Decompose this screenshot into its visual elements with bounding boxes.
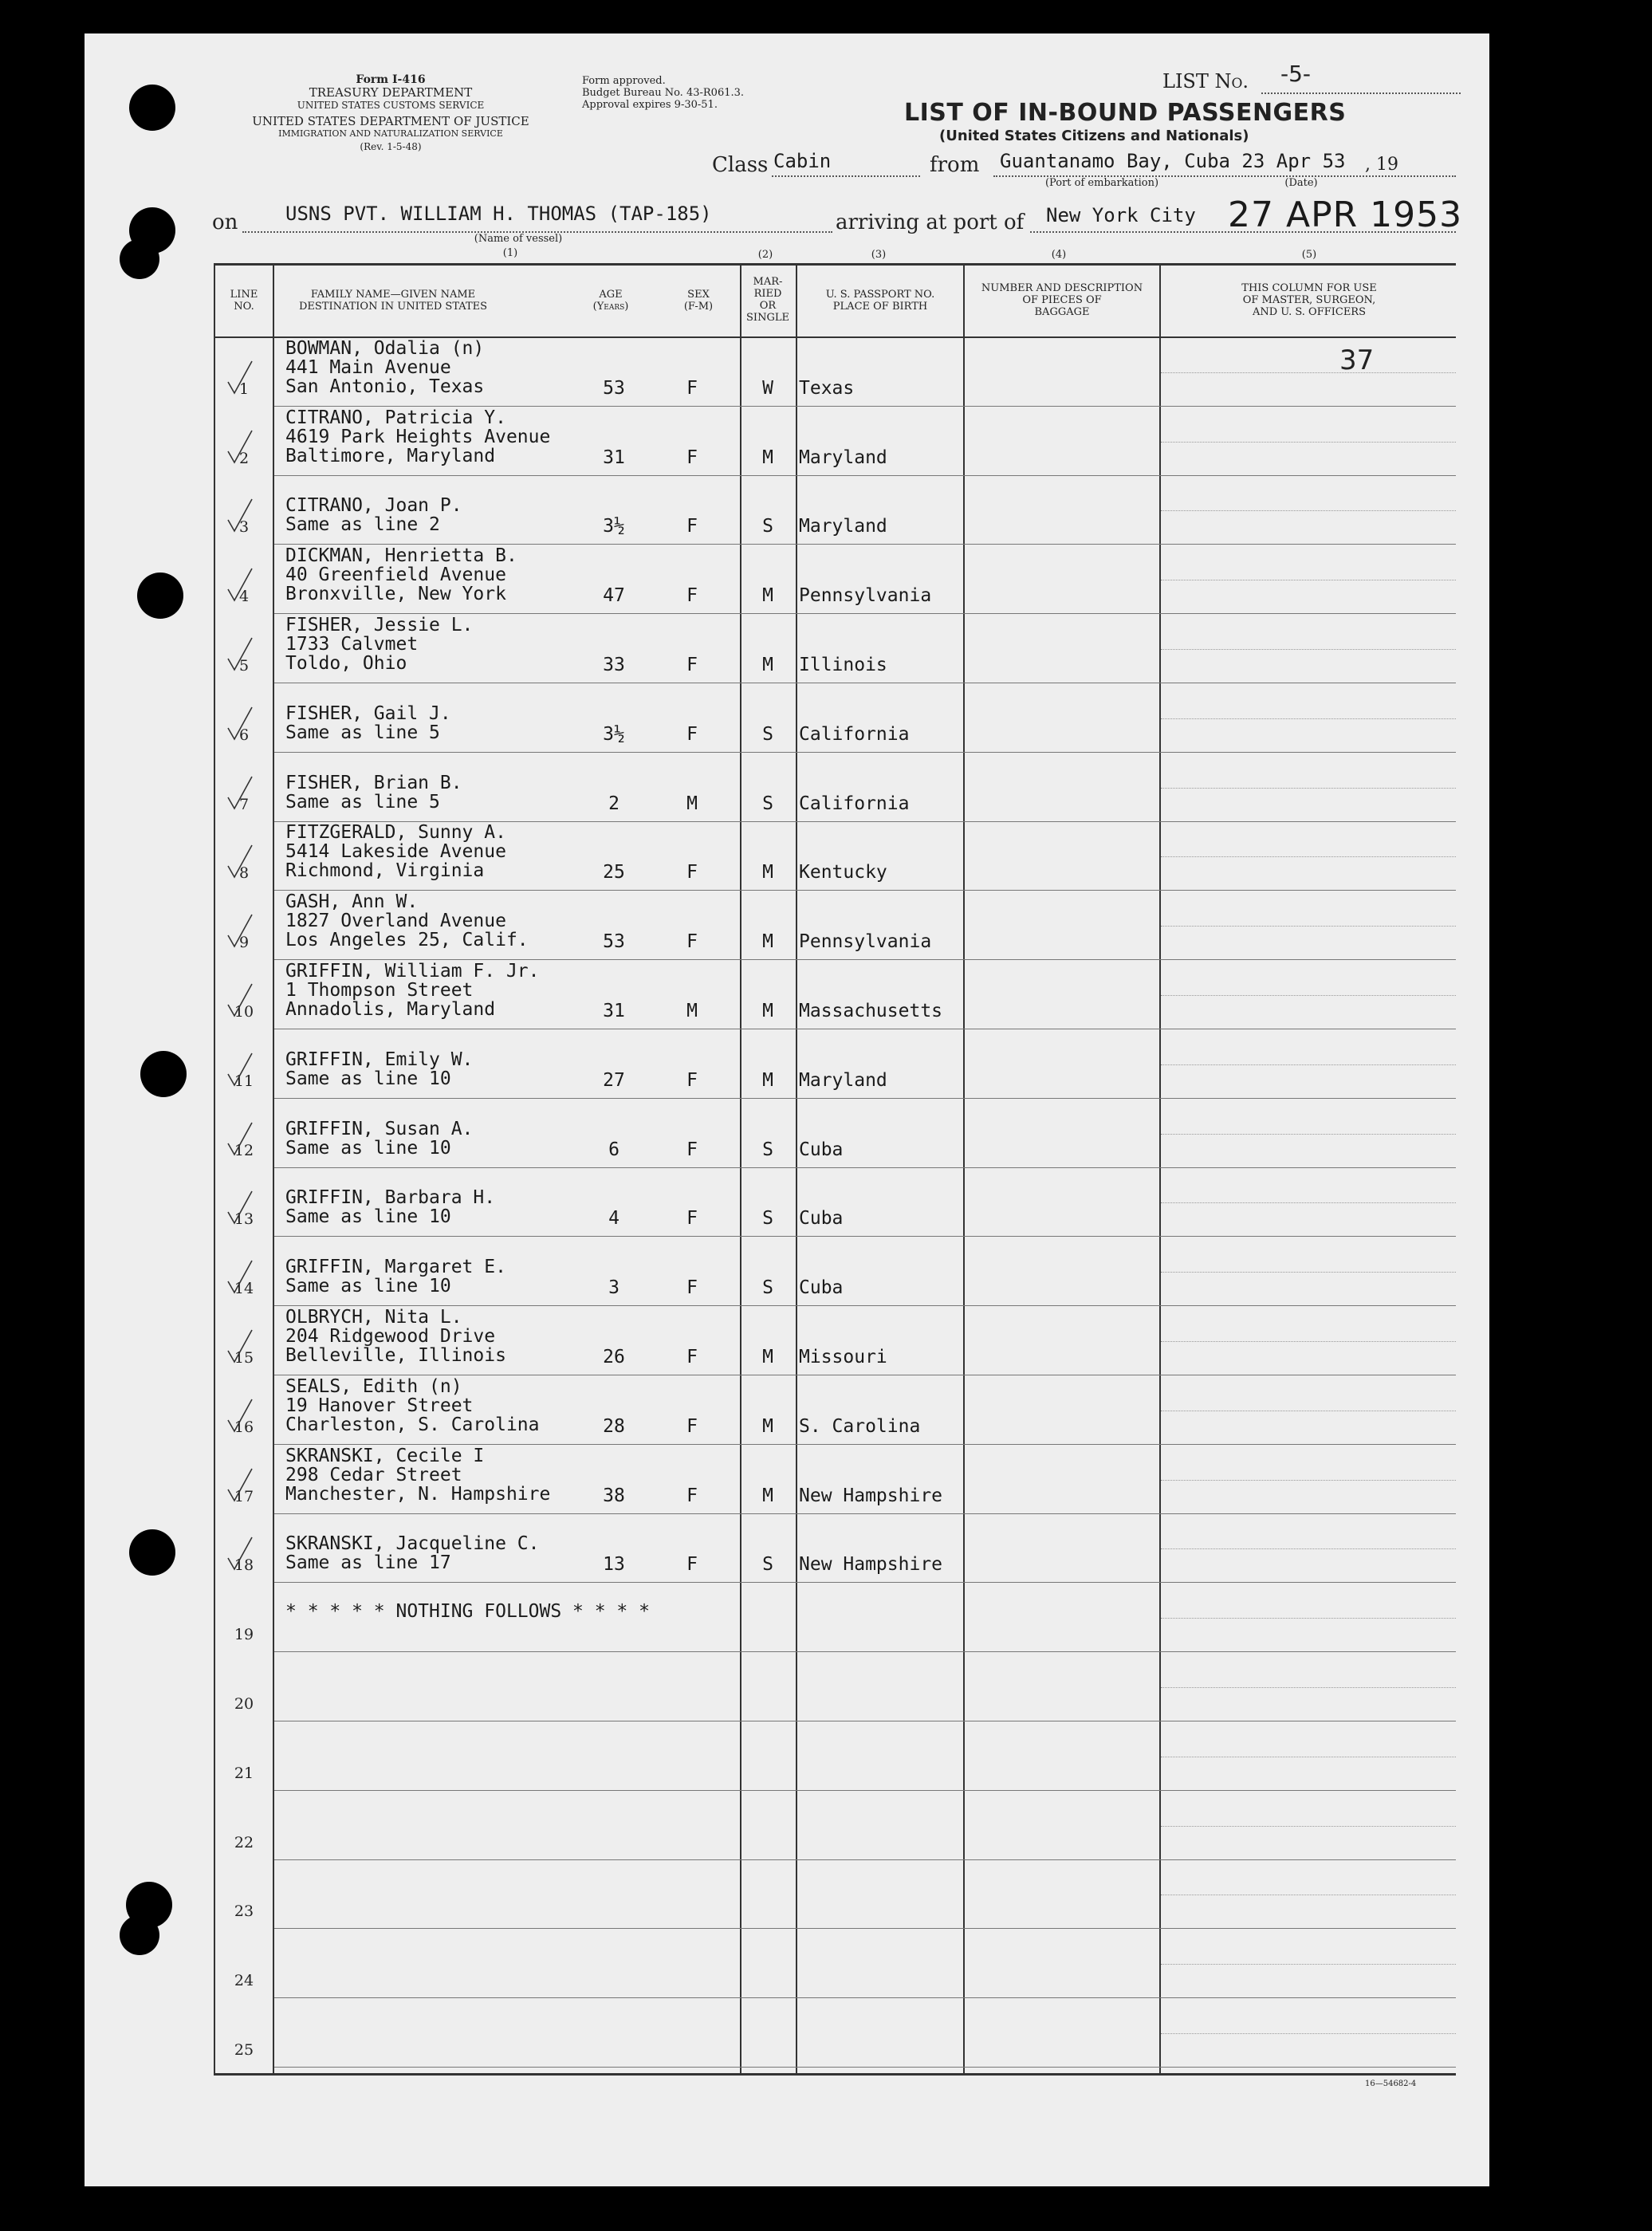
- check-mark-icon: [225, 1396, 257, 1436]
- year-prefix: , 19: [1365, 155, 1398, 175]
- passenger-sex: F: [686, 447, 698, 468]
- row-divider-officers: [1161, 1134, 1456, 1135]
- page-subtitle: (United States Citizens and Nationals): [939, 128, 1249, 144]
- col-num-1: (1): [502, 247, 518, 259]
- port-of-embarkation: Guantanamo Bay, Cuba 23 Apr 53: [1000, 150, 1346, 172]
- row-line-number: 19: [234, 1626, 254, 1644]
- row-divider-officers: [1161, 510, 1456, 511]
- row-divider: [274, 752, 1456, 753]
- row-divider: [274, 1859, 1456, 1860]
- row-divider: [274, 1444, 1456, 1445]
- row-line-number: 9: [238, 934, 250, 952]
- class-value: Cabin: [773, 150, 832, 172]
- marital-status: S: [762, 1277, 773, 1299]
- row-line-number: 18: [234, 1556, 254, 1575]
- place-of-birth: New Hampshire: [799, 1554, 943, 1576]
- marital-status: M: [762, 1485, 773, 1506]
- passenger-age: 31: [603, 1001, 625, 1021]
- passenger-age: 2: [608, 793, 620, 814]
- check-mark-icon: [225, 427, 257, 467]
- row-divider-officers: [1161, 2033, 1456, 2034]
- row-line-number: 14: [234, 1280, 254, 1298]
- passenger-name-destination: SKRANSKI, Jacqueline C. Same as line 17: [285, 1533, 540, 1574]
- passenger-age: 53: [603, 931, 625, 953]
- marital-status: S: [762, 1554, 773, 1576]
- check-mark-icon: [225, 842, 257, 882]
- passenger-age: 33: [603, 655, 625, 675]
- row-divider: [274, 2067, 1456, 2068]
- check-mark-icon: [225, 1466, 257, 1505]
- binder-hole: [120, 1915, 159, 1955]
- passenger-name-destination: SEALS, Edith (n) 19 Hanover Street Charleston, S. Carolina: [285, 1375, 540, 1435]
- passenger-sex: F: [686, 377, 698, 399]
- passenger-age: 3½: [603, 516, 625, 537]
- place-of-birth: Pennsylvania: [799, 931, 932, 953]
- row-divider: [274, 1928, 1456, 1929]
- place-of-birth: Missouri: [799, 1347, 887, 1367]
- row-divider-officers: [1161, 1687, 1456, 1688]
- passenger-sex: M: [686, 1001, 698, 1021]
- row-line-number: 20: [234, 1695, 254, 1713]
- passenger-age: 31: [603, 447, 625, 468]
- check-mark-icon: [225, 981, 257, 1021]
- row-line-number: 15: [234, 1349, 254, 1367]
- passenger-age: 6: [608, 1139, 620, 1160]
- row-divider-officers: [1161, 442, 1456, 443]
- row-divider-officers: [1161, 1202, 1456, 1203]
- place-of-birth: Cuba: [799, 1208, 844, 1230]
- place-of-birth: Kentucky: [799, 862, 887, 883]
- row-divider-officers: [1161, 1826, 1456, 1827]
- row-divider: [274, 1997, 1456, 1998]
- check-mark-icon: [225, 1257, 257, 1297]
- row-divider-officers: [1161, 372, 1456, 373]
- row-line-number: 3: [238, 518, 250, 537]
- binder-hole: [129, 1529, 175, 1576]
- place-of-birth: Illinois: [799, 655, 887, 675]
- on-label: on: [212, 211, 238, 234]
- binder-hole: [129, 85, 175, 131]
- row-divider-officers: [1161, 718, 1456, 719]
- passenger-age: 13: [603, 1554, 625, 1576]
- place-of-birth: Maryland: [799, 1069, 887, 1091]
- vessel-name: USNS PVT. WILLIAM H. THOMAS (TAP-185): [285, 203, 712, 225]
- place-of-birth: California: [799, 793, 910, 814]
- header-married: MAR- RIED OR SINGLE: [746, 276, 789, 324]
- passenger-sex: F: [686, 1415, 698, 1437]
- binder-hole: [140, 1051, 187, 1097]
- passenger-sex: F: [686, 1277, 698, 1299]
- check-mark-icon: [225, 704, 257, 744]
- passenger-age: 25: [603, 862, 625, 883]
- list-no-label: LIST No.: [1162, 70, 1249, 92]
- check-mark-icon: [225, 358, 257, 398]
- passenger-age: 3½: [603, 723, 625, 745]
- passenger-name-destination: GRIFFIN, Margaret E. Same as line 10: [285, 1257, 506, 1297]
- passenger-name-destination: FISHER, Brian B. Same as line 5: [285, 772, 462, 813]
- header-baggage: NUMBER AND DESCRIPTION OF PIECES OF BAGGAGE: [981, 282, 1143, 318]
- passenger-name-destination: FISHER, Jessie L. 1733 Calvmet Toldo, Ohio: [285, 615, 474, 674]
- marital-status: M: [762, 1001, 773, 1021]
- passenger-sex: F: [686, 1069, 698, 1091]
- passenger-name-destination: SKRANSKI, Cecile I 298 Cedar Street Manchester, N. Hampshire: [285, 1445, 551, 1505]
- approval-line-2: Budget Bureau No. 43-R061.3.: [582, 87, 745, 99]
- master-mark: 37: [1339, 344, 1375, 376]
- form-number: Form I-416: [356, 73, 426, 86]
- marital-status: M: [762, 931, 773, 953]
- row-divider: [274, 1513, 1456, 1514]
- row-divider-officers: [1161, 1618, 1456, 1619]
- marital-status: S: [762, 1208, 773, 1230]
- check-mark-icon: [225, 635, 257, 675]
- arrival-port: New York City: [1046, 204, 1196, 226]
- passenger-name-destination: GASH, Ann W. 1827 Overland Avenue Los Angeles 25, Calif.: [285, 891, 529, 951]
- passenger-name-destination: CITRANO, Patricia Y. 4619 Park Heights Avenue Baltimore, Maryland: [285, 407, 551, 466]
- marital-status: S: [762, 793, 773, 814]
- date-caption: (Date): [1284, 177, 1318, 189]
- place-of-birth: S. Carolina: [799, 1415, 921, 1437]
- place-of-birth: Cuba: [799, 1277, 844, 1299]
- passenger-name-destination: FISHER, Gail J. Same as line 5: [285, 702, 451, 743]
- header-line-no: LINE NO.: [230, 289, 258, 313]
- passenger-age: 53: [603, 377, 625, 399]
- col-num-3: (3): [871, 249, 887, 261]
- check-mark-icon: [225, 1050, 257, 1090]
- port-caption: (Port of embarkation): [1044, 177, 1159, 189]
- passenger-age: 28: [603, 1415, 625, 1437]
- row-line-number: 12: [234, 1141, 254, 1159]
- place-of-birth: California: [799, 723, 910, 745]
- row-divider-officers: [1161, 1548, 1456, 1549]
- header-age: AGE (Years): [592, 289, 629, 313]
- row-divider-officers: [1161, 1480, 1456, 1481]
- header-sex: SEX (F-M): [683, 289, 714, 313]
- arrival-date-stamp: 27 APR 1953: [1228, 195, 1463, 235]
- passenger-sex: F: [686, 1139, 698, 1160]
- check-mark-icon: [225, 1188, 257, 1228]
- row-divider-officers: [1161, 1964, 1456, 1965]
- from-label: from: [930, 153, 980, 177]
- row-line-number: 11: [234, 1072, 254, 1090]
- place-of-birth: Texas: [799, 377, 855, 399]
- binder-hole: [120, 239, 159, 279]
- marital-status: M: [762, 1415, 773, 1437]
- row-divider: [274, 406, 1456, 407]
- marital-status: M: [762, 862, 773, 883]
- passenger-sex: F: [686, 1347, 698, 1367]
- row-divider-officers: [1161, 649, 1456, 650]
- form-revision: (Rev. 1-5-48): [360, 141, 422, 152]
- row-line-number: 7: [238, 795, 250, 813]
- row-divider-officers: [1161, 856, 1456, 857]
- check-mark-icon: [225, 1534, 257, 1574]
- marital-status: M: [762, 1347, 773, 1367]
- place-of-birth: Pennsylvania: [799, 585, 932, 607]
- row-divider-officers: [1161, 1341, 1456, 1342]
- row-line-number: 8: [238, 864, 250, 883]
- nothing-follows: * * * * * NOTHING FOLLOWS * * * *: [285, 1601, 650, 1622]
- row-line-number: 2: [238, 449, 250, 467]
- passenger-name-destination: FITZGERALD, Sunny A. 5414 Lakeside Avenue Richmond, Virginia: [285, 822, 506, 882]
- place-of-birth: Cuba: [799, 1139, 844, 1160]
- passenger-name-destination: GRIFFIN, William F. Jr. 1 Thompson Street Annadolis, Maryland: [285, 961, 540, 1020]
- passenger-sex: F: [686, 862, 698, 883]
- row-divider: [274, 1651, 1456, 1652]
- vessel-caption: (Name of vessel): [474, 233, 563, 245]
- check-mark-icon: [225, 1119, 257, 1159]
- passenger-age: 38: [603, 1485, 625, 1506]
- row-divider: [274, 1098, 1456, 1099]
- dept-justice: UNITED STATES DEPARTMENT OF JUSTICE: [252, 114, 529, 128]
- marital-status: S: [762, 1139, 773, 1160]
- row-divider: [274, 1167, 1456, 1168]
- marital-status: M: [762, 585, 773, 607]
- row-divider: [274, 1582, 1456, 1583]
- row-divider: [274, 1790, 1456, 1791]
- passenger-sex: F: [686, 1485, 698, 1506]
- row-line-number: 17: [234, 1487, 254, 1505]
- passenger-name-destination: OLBRYCH, Nita L. 204 Ridgewood Drive Belleville, Illinois: [285, 1307, 506, 1366]
- passenger-sex: F: [686, 723, 698, 745]
- col-num-5: (5): [1301, 249, 1317, 261]
- marital-status: M: [762, 1069, 773, 1091]
- row-line-number: 4: [238, 588, 250, 606]
- passenger-age: 4: [608, 1208, 620, 1230]
- header-passport: U. S. PASSPORT NO. PLACE OF BIRTH: [825, 289, 935, 313]
- place-of-birth: Maryland: [799, 447, 887, 468]
- row-divider: [274, 475, 1456, 476]
- approval-line-3: Approval expires 9-30-51.: [582, 99, 718, 111]
- marital-status: W: [762, 377, 773, 399]
- col-num-2: (2): [757, 249, 773, 261]
- row-divider-officers: [1161, 926, 1456, 927]
- passenger-age: 27: [603, 1069, 625, 1091]
- row-line-number: 13: [234, 1210, 254, 1229]
- dept-treasury: TREASURY DEPARTMENT: [309, 85, 473, 100]
- footer-code: 16—54682-4: [1365, 2080, 1417, 2088]
- passenger-sex: F: [686, 655, 698, 675]
- row-divider-officers: [1161, 1064, 1456, 1065]
- check-mark-icon: [225, 565, 257, 605]
- marital-status: S: [762, 723, 773, 745]
- binder-hole: [137, 573, 183, 619]
- row-line-number: 6: [238, 726, 250, 744]
- col-num-4: (4): [1051, 249, 1067, 261]
- place-of-birth: Massachusetts: [799, 1001, 943, 1021]
- passenger-age: 47: [603, 585, 625, 607]
- row-line-number: 5: [238, 657, 250, 675]
- row-divider: [274, 890, 1456, 891]
- list-no-value: -5-: [1280, 61, 1312, 87]
- passenger-age: 3: [608, 1277, 620, 1299]
- check-mark-icon: [225, 773, 257, 813]
- row-line-number: 23: [234, 1902, 254, 1921]
- passenger-name-destination: GRIFFIN, Susan A. Same as line 10: [285, 1118, 474, 1159]
- passenger-sex: M: [686, 793, 698, 814]
- passenger-sex: F: [686, 931, 698, 953]
- row-divider-officers: [1161, 788, 1456, 789]
- check-mark-icon: [225, 911, 257, 951]
- check-mark-icon: [225, 496, 257, 536]
- row-line-number: 1: [238, 380, 250, 398]
- passenger-sex: F: [686, 585, 698, 607]
- place-of-birth: New Hampshire: [799, 1485, 943, 1506]
- dept-justice-sub: IMMIGRATION AND NATURALIZATION SERVICE: [278, 128, 503, 139]
- passenger-sex: F: [686, 516, 698, 537]
- check-mark-icon: [225, 1327, 257, 1367]
- approval-line-1: Form approved.: [582, 75, 666, 87]
- passenger-sex: F: [686, 1208, 698, 1230]
- passenger-name-destination: GRIFFIN, Emily W. Same as line 10: [285, 1049, 474, 1089]
- row-line-number: 24: [234, 1972, 254, 1990]
- marital-status: M: [762, 447, 773, 468]
- passenger-name-destination: CITRANO, Joan P. Same as line 2: [285, 495, 462, 536]
- arriving-label: arriving at port of: [836, 211, 1025, 234]
- row-line-number: 25: [234, 2041, 254, 2059]
- passenger-name-destination: GRIFFIN, Barbara H. Same as line 10: [285, 1187, 496, 1228]
- passenger-sex: F: [686, 1554, 698, 1576]
- header-name: FAMILY NAME—GIVEN NAME DESTINATION IN UNITED STATES: [298, 289, 488, 313]
- row-line-number: 21: [234, 1764, 254, 1782]
- row-line-number: 16: [234, 1418, 254, 1436]
- place-of-birth: Maryland: [799, 516, 887, 537]
- row-divider: [274, 1236, 1456, 1237]
- passenger-age: 26: [603, 1347, 625, 1367]
- marital-status: S: [762, 516, 773, 537]
- dept-treasury-sub: UNITED STATES CUSTOMS SERVICE: [297, 100, 485, 111]
- page-title: LIST OF IN-BOUND PASSENGERS: [904, 99, 1347, 127]
- row-line-number: 10: [234, 1003, 254, 1021]
- row-line-number: 22: [234, 1833, 254, 1851]
- marital-status: M: [762, 655, 773, 675]
- header-officers: THIS COLUMN FOR USE OF MASTER, SURGEON, AND U. S. OFFICERS: [1241, 282, 1377, 318]
- passenger-name-destination: BOWMAN, Odalia (n) 441 Main Avenue San Antonio, Texas: [285, 337, 485, 397]
- row-divider-officers: [1161, 1272, 1456, 1273]
- passenger-name-destination: DICKMAN, Henrietta B. 40 Greenfield Avenue Bronxville, New York: [285, 545, 517, 605]
- class-label: Class: [712, 153, 769, 177]
- row-divider-officers: [1161, 995, 1456, 996]
